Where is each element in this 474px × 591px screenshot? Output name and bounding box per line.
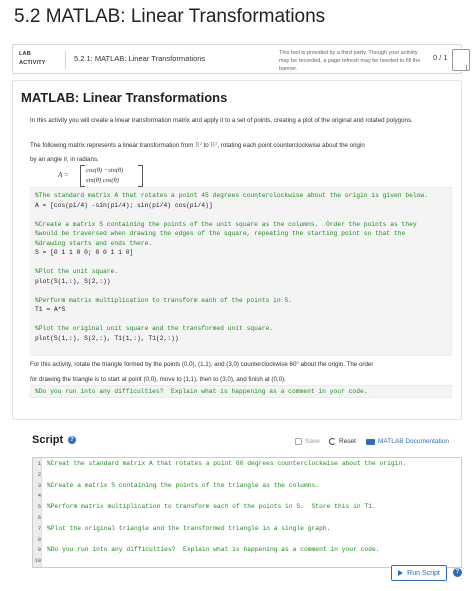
task-text-continued: for drawing the triangle is to start at point (0,0), move to (1,1), then to (3,0), and finish at (0,0). bbox=[30, 376, 286, 383]
right-bracket bbox=[138, 165, 143, 187]
run-script-button[interactable]: Run Script bbox=[391, 565, 447, 581]
editor-line-text: %Do you run into any difficulties? Explain what is happening as a comment in your code. bbox=[47, 546, 380, 554]
lab-activity-tag: LAB ACTIVITY bbox=[19, 51, 46, 66]
script-heading: Script bbox=[32, 434, 64, 446]
save-button[interactable]: Save bbox=[295, 438, 320, 445]
line-number: 3 bbox=[37, 481, 41, 489]
left-bracket bbox=[80, 165, 85, 187]
code-line: A = [cos(pi/4) -sin(pi/4); sin(pi/4) cos(pi/4)] bbox=[35, 201, 213, 209]
header-divider bbox=[65, 51, 66, 69]
editor-line[interactable] bbox=[33, 470, 461, 480]
code-line: plot(S(1,:), S(2,:)) bbox=[35, 277, 111, 285]
line-number: 6 bbox=[37, 514, 41, 521]
editor-line-text: %Perform matrix multiplication to transform each of the points in S. Store this in T1. bbox=[47, 503, 376, 511]
code-line: %Plot the original unit square and the transformed unit square. bbox=[35, 325, 274, 332]
transform-description: The following matrix represents a linear transformation from R² to R², rotating each point counterclockwise about the origin bbox=[30, 141, 365, 149]
play-icon bbox=[398, 570, 403, 576]
editor-line[interactable] bbox=[33, 535, 461, 545]
editor-line-text: %Create a matrix S containing the points of the triangle as the columns. bbox=[47, 481, 320, 489]
line-number: 7 bbox=[37, 524, 41, 532]
page-title: 5.2 MATLAB: Linear Transformations bbox=[14, 6, 326, 27]
code-line: %Perform matrix multiplication to transform each of the points in S. bbox=[35, 296, 292, 304]
help-icon[interactable]: ? bbox=[68, 436, 76, 444]
save-icon bbox=[295, 438, 302, 445]
documentation-icon bbox=[366, 439, 375, 445]
editor-line[interactable] bbox=[33, 524, 461, 534]
intro-text: In this activity you will create a linear transformation matrix and apply it to a set of points, creating a plot of the original and rotated polygons. bbox=[30, 117, 413, 124]
code-line: %Plot the unit square. bbox=[35, 268, 119, 275]
script-editor[interactable] bbox=[32, 457, 462, 568]
run-help-icon[interactable]: ? bbox=[453, 568, 462, 577]
difficulty-prompt: %Do you run into any difficulties? Explain what is happening as a comment in your code. bbox=[30, 385, 452, 398]
line-number: 10 bbox=[34, 557, 41, 565]
activity-title: MATLAB: Linear Transformations bbox=[21, 90, 228, 105]
editor-line[interactable] bbox=[33, 502, 461, 512]
editor-line[interactable] bbox=[33, 513, 461, 523]
editor-line[interactable] bbox=[33, 491, 461, 501]
code-line: %Create a matrix S containing the points of the unit square as the columns. Order the points as they bbox=[35, 220, 417, 228]
completion-badge-icon bbox=[452, 49, 470, 71]
example-code-block bbox=[30, 187, 452, 356]
matlab-documentation-link[interactable]: MATLAB Documentation bbox=[366, 438, 449, 445]
code-line bbox=[35, 210, 447, 220]
code-line: T1 = A*S bbox=[35, 306, 66, 313]
angle-description: by an angle θ, in radians. bbox=[30, 156, 99, 163]
line-number: 9 bbox=[37, 546, 41, 554]
code-line: S = [0 1 1 0 0; 0 0 1 1 0] bbox=[35, 249, 134, 256]
editor-line-text: %Creat the standard matrix A that rotates a point 60 degrees counterclockwise about the origin. bbox=[47, 460, 406, 467]
code-line: %drawing starts and ends there. bbox=[35, 239, 153, 247]
line-number: 1 bbox=[37, 460, 41, 467]
code-line bbox=[35, 258, 447, 268]
third-party-notice: This tool is provided by a third party. Though your activity may be recorded, a page refresh may be needed to fill the banner. bbox=[279, 50, 421, 72]
lab-activity-header bbox=[12, 44, 462, 74]
line-number: 8 bbox=[37, 535, 41, 543]
lab-activity-name: 5.2.1: MATLAB: Linear Transformations bbox=[74, 54, 206, 63]
reset-icon bbox=[329, 438, 336, 445]
code-line: plot(S(1,:), S(2,:), T1(1,:), T1(2,:)) bbox=[35, 334, 179, 342]
code-line bbox=[35, 315, 447, 325]
code-line: %The standard matrix A that rotates a point 45 degrees counterclockwise about the origin is given below. bbox=[35, 192, 428, 199]
editor-line[interactable] bbox=[33, 459, 461, 469]
reset-button[interactable]: Reset bbox=[329, 438, 356, 445]
code-line: %would be traversed when drawing the edges of the square, repeating the starting point so that the bbox=[35, 230, 406, 237]
score-label: 0 / 1 bbox=[433, 53, 448, 62]
editor-line[interactable] bbox=[33, 481, 461, 491]
editor-line[interactable] bbox=[33, 545, 461, 555]
line-number: 2 bbox=[37, 470, 41, 478]
task-text: For this activity, rotate the triangle formed by the points (0,0), (1,1), and (3,0) counterclockwise 60° about the origin. The order bbox=[30, 361, 374, 368]
line-number: 5 bbox=[37, 503, 41, 511]
editor-line-text: %Plot the original triangle and the transformed triangle in a single graph. bbox=[47, 524, 331, 532]
line-number: 4 bbox=[37, 492, 41, 500]
code-line bbox=[35, 286, 447, 296]
